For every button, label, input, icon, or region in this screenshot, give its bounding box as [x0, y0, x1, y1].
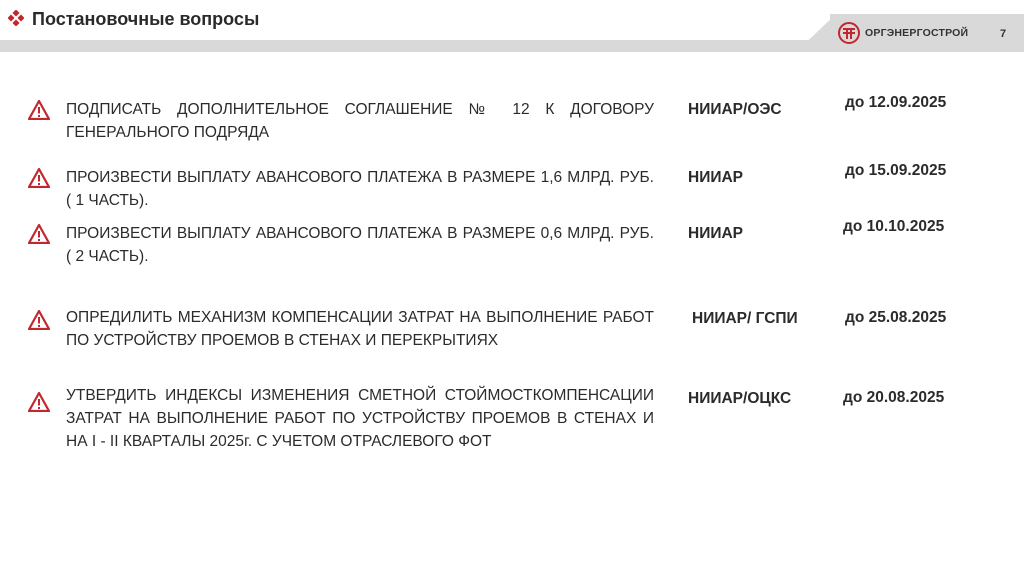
logo-text: ОРГЭНЕРГОСТРОЙ	[865, 27, 969, 39]
header	[0, 0, 1024, 52]
task-responsible: НИИАР/ ГСПИ	[692, 310, 798, 327]
task-responsible: НИИАР/ОЦКС	[688, 390, 792, 407]
diamond-bullet-icon	[8, 10, 24, 26]
warning-triangle-icon	[28, 392, 50, 412]
task-deadline: до 15.09.2025	[845, 162, 947, 179]
task-text: ПРОИЗВЕСТИ ВЫПЛАТУ АВАНСОВОГО ПЛАТЕЖА В РАЗМЕРЕ 0,6 МЛРД. РУБ. ( 2 ЧАСТЬ).	[66, 225, 654, 265]
task-responsible: НИИАР/ОЭС	[688, 101, 782, 118]
task-deadline: до 25.08.2025	[845, 309, 947, 326]
task-text: ПОДПИСАТЬ ДОПОЛНИТЕЛЬНОЕ СОГЛАШЕНИЕ № 12 К ДОГОВОРУ ГЕНЕРАЛЬНОГО ПОДРЯДА	[66, 101, 654, 141]
warning-triangle-icon	[28, 310, 50, 330]
task-responsible: НИИАР	[688, 225, 744, 242]
page-number: 7	[1000, 28, 1007, 40]
task-deadline: до 20.08.2025	[843, 389, 945, 406]
company-logo	[838, 22, 968, 44]
task-deadline: до 12.09.2025	[845, 94, 947, 111]
task-text: ОПРЕДИЛИТЬ МЕХАНИЗМ КОМПЕНСАЦИИ ЗАТРАТ НА ВЫПОЛНЕНИЕ РАБОТ ПО УСТРОЙСТВУ ПРОЕМОВ В СТЕНАХ И ПЕРЕКРЫТИЯХ	[66, 309, 654, 349]
task-text: УТВЕРДИТЬ ИНДЕКСЫ ИЗМЕНЕНИЯ СМЕТНОЙ СТОЙМОСТКОМПЕНСАЦИИ ЗАТРАТ НА ВЫПОЛНЕНИЕ РАБОТ ПО УСТРОЙСТВУ ПРОЕМОВ В СТЕНАХ И НА I - II КВАРТАЛЫ 2025г. С УЧЕТОМ ОТРАСЛЕВОГО ФОТ	[66, 387, 654, 450]
task-responsible: НИИАР	[688, 169, 744, 186]
page-title: Постановочные вопросы	[32, 9, 260, 29]
warning-triangle-icon	[28, 168, 50, 188]
warning-triangle-icon	[28, 224, 50, 244]
task-text: ПРОИЗВЕСТИ ВЫПЛАТУ АВАНСОВОГО ПЛАТЕЖА В РАЗМЕРЕ 1,6 МЛРД. РУБ. ( 1 ЧАСТЬ).	[66, 169, 654, 209]
task-deadline: до 10.10.2025	[843, 218, 945, 235]
warning-triangle-icon	[28, 100, 50, 120]
company-logo-icon	[838, 22, 860, 44]
